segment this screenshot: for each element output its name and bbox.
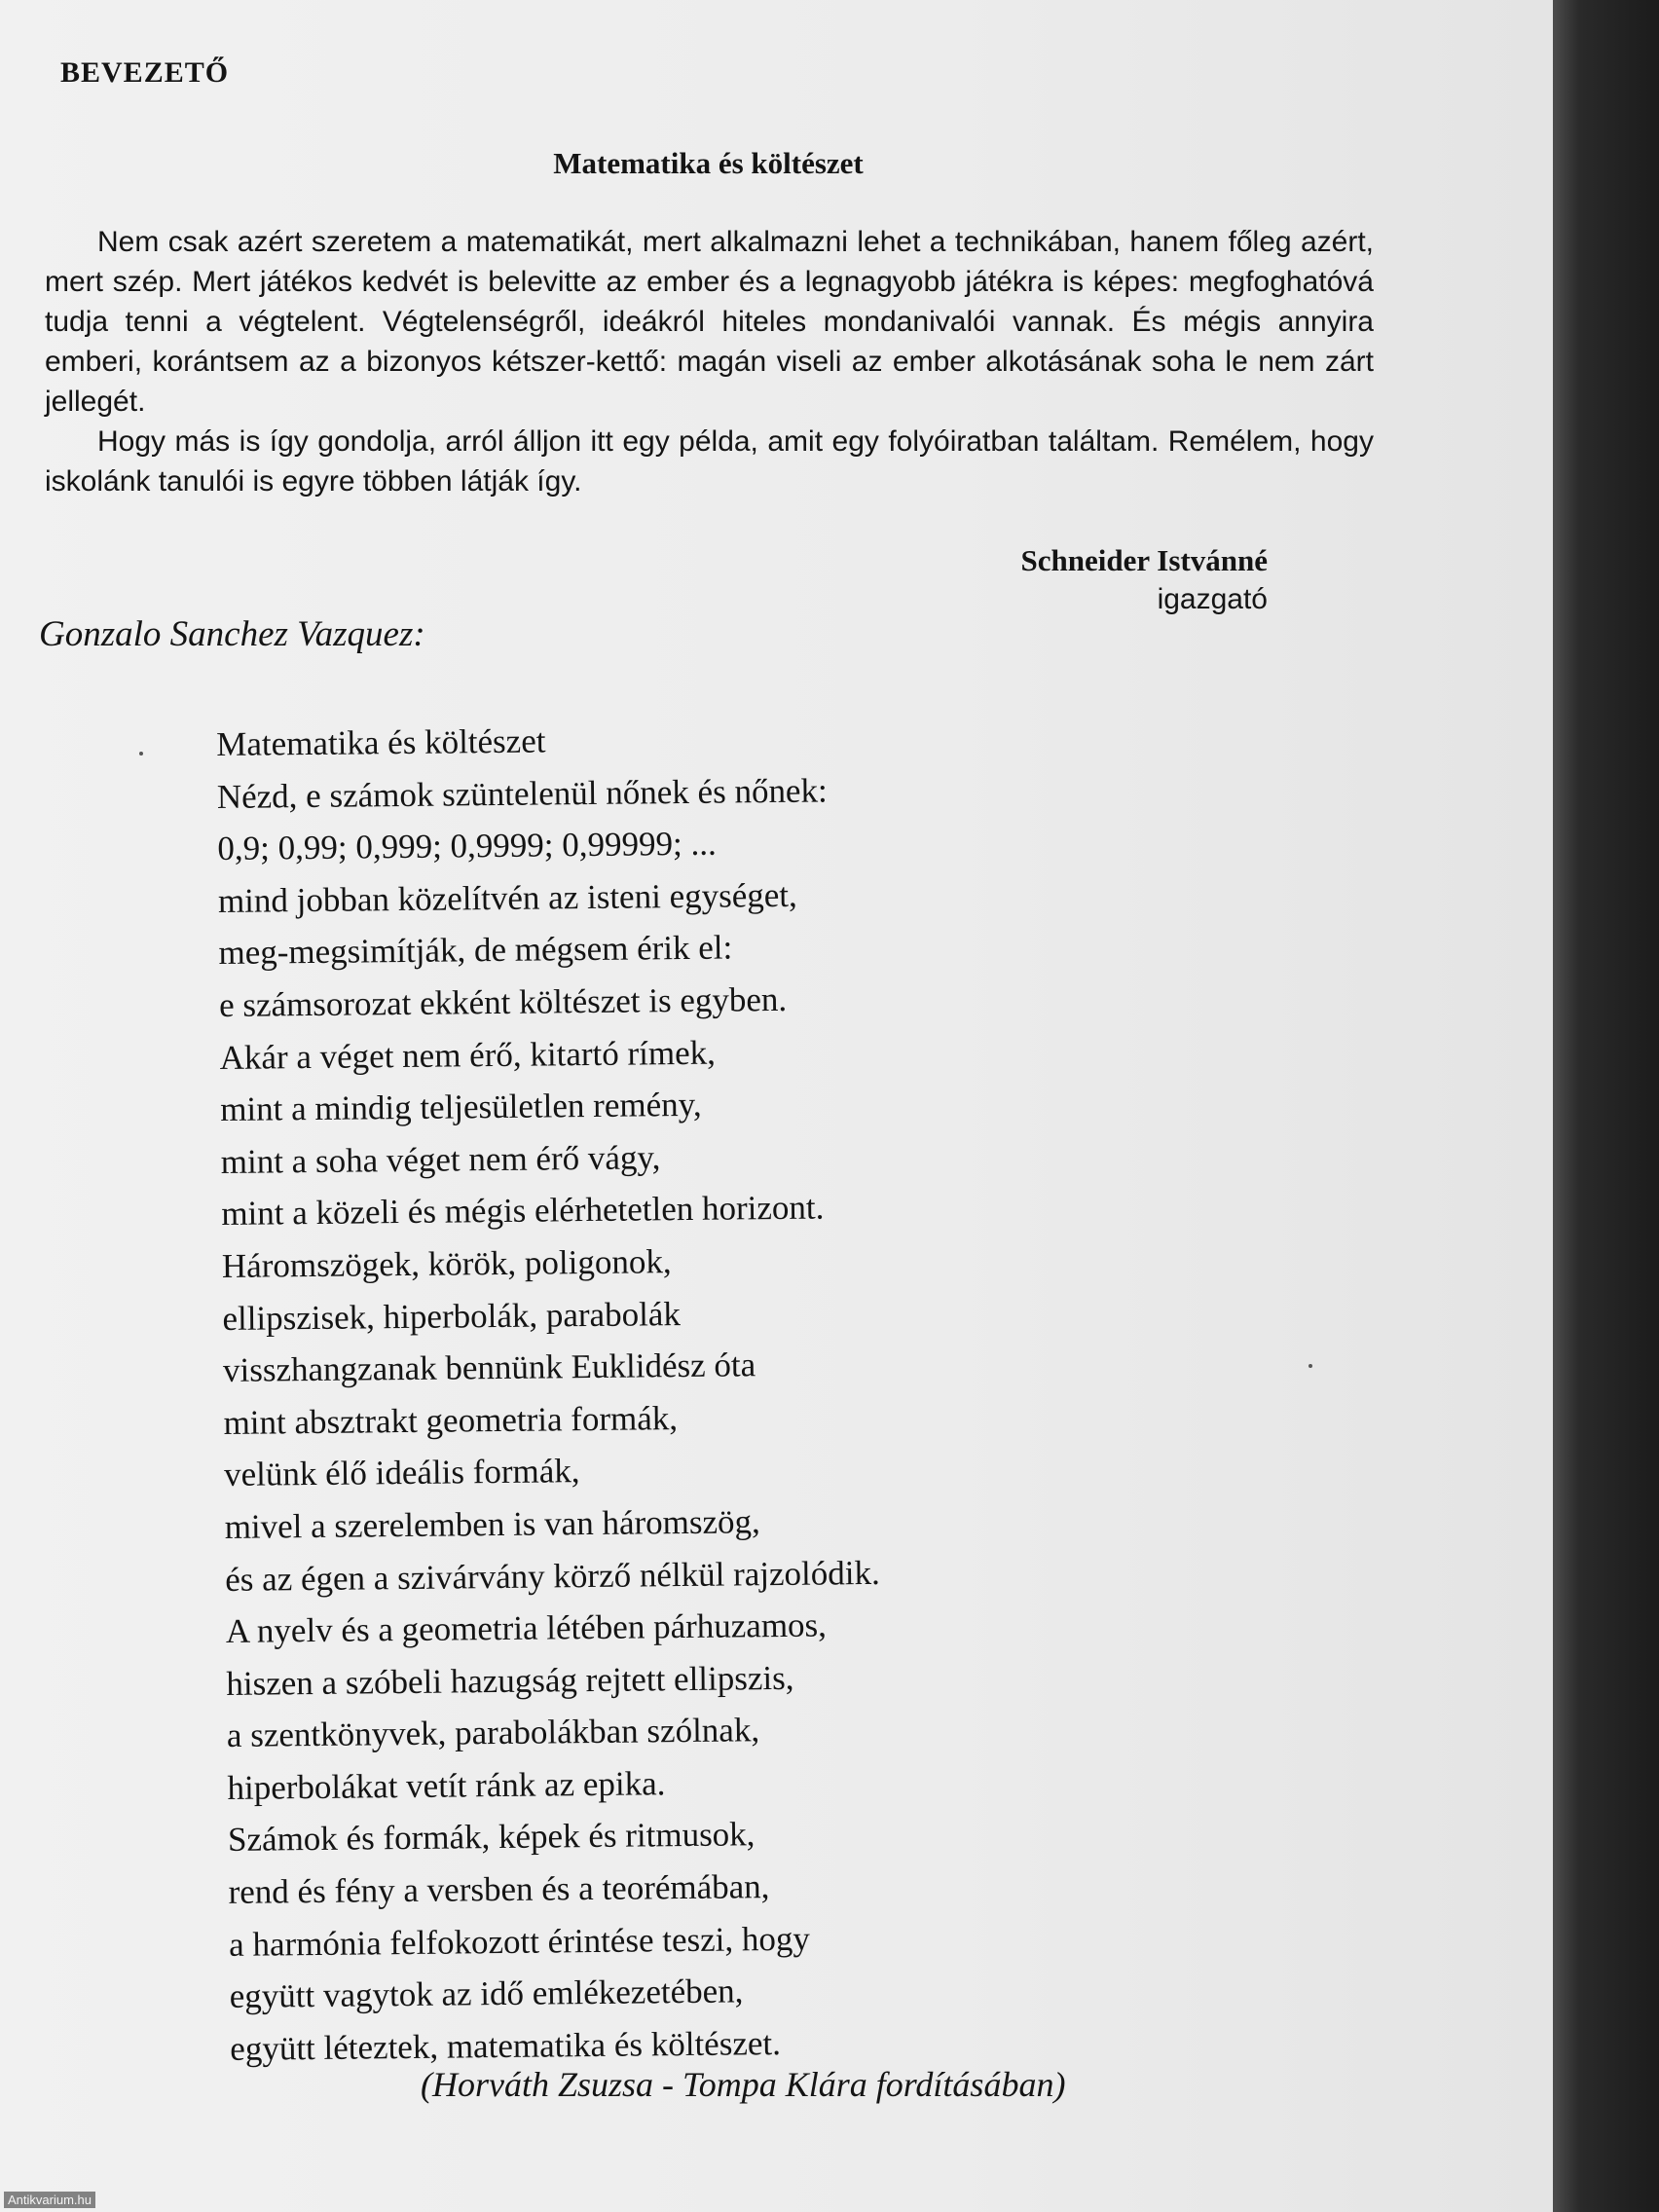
poem-line: ellipszisek, hiperbolák, parabolák — [222, 1294, 682, 1338]
poem-line: Számok és formák, képek és ritmusok, — [227, 1815, 756, 1860]
section-heading: BEVEZETŐ — [60, 56, 230, 89]
article-title: Matematika és költészet — [553, 146, 864, 180]
poem-line: mint absztrakt geometria formák, — [223, 1398, 679, 1442]
poem-line: rend és fény a versben és a teorémában, — [228, 1867, 770, 1911]
signature-name: Schneider Istvánné — [1020, 543, 1268, 577]
poem-author: Gonzalo Sanchez Vazquez: — [39, 614, 425, 654]
intro-text — [45, 222, 1374, 501]
poem-line: együtt léteztek, matematika és költészet. — [230, 2023, 782, 2068]
signature — [1021, 541, 1269, 619]
poem-line: velünk élő ideális formák, — [223, 1452, 580, 1494]
poem-line: Háromszögek, körök, poligonok, — [221, 1242, 672, 1285]
poem-line: e számsorozat ekként költészet is egyben. — [218, 979, 788, 1024]
poem-line: 0,9; 0,99; 0,999; 0,9999; 0,99999; ... — [217, 824, 717, 868]
poem-line: mivel a szerelemben is van háromszög, — [224, 1502, 760, 1546]
poem-line: visszhangzanak bennünk Euklidész óta — [222, 1346, 756, 1390]
poem-line: együtt vagytok az idő emlékezetében, — [229, 1972, 744, 2016]
poem-line: a szentkönyvek, parabolákban szólnak, — [226, 1711, 760, 1755]
poem-line: hiszen a szóbeli hazugság rejtett ellipszis, — [226, 1658, 794, 1703]
watermark: Antikvarium.hu — [4, 2192, 95, 2208]
poem-line: A nyelv és a geometria létében párhuzamos, — [225, 1605, 828, 1651]
poem-line: a harmónia felfokozott érintése teszi, hogy — [228, 1919, 811, 1964]
poem-line: Akár a véget nem érő, kitartó rímek, — [219, 1033, 717, 1077]
poem — [216, 712, 885, 2075]
signature-role: igazgató — [1157, 583, 1268, 615]
stray-dot — [139, 752, 143, 756]
poem-line: meg-megsimítják, de mégsem érik el: — [218, 928, 733, 973]
poem-line: Matematika és költészet — [216, 721, 546, 763]
poem-line: mind jobban közelítvén az isteni egységet, — [217, 875, 797, 920]
poem-line: mint a soha véget nem érő vágy, — [220, 1137, 661, 1181]
page-edge-shadow — [1553, 0, 1659, 2212]
intro-paragraph: Nem csak azért szeretem a matematikát, mert alkalmazni lehet a technikában, hanem főleg azért, mert szép. Mert játékos kedvét is belevitte az ember és a legnagyobb játékra is képes: megfoghatóvá tudja tenni a végtelent. Végtelenségről, ideákról hiteles mondanivalói vannak. És mégis annyira emberi, korántsem az a bizonyos kétszer-kettő: magán viseli az ember alkotásának soha le nem zárt jellegét. — [45, 226, 1374, 418]
poem-line: mint a közeli és mégis elérhetetlen horizont. — [221, 1188, 825, 1234]
translator-credit: (Horváth Zsuzsa - Tompa Klára fordításában) — [421, 2065, 1066, 2104]
poem-line: és az égen a szivárvány körző nélkül rajzolódik. — [225, 1553, 880, 1599]
poem-line: hiperbolákat vetít ránk az epika. — [227, 1764, 666, 1807]
poem-line: Nézd, e számok szüntelenül nőnek és nőnek: — [216, 771, 828, 816]
intro-paragraph: Hogy más is így gondolja, arról álljon itt egy példa, amit egy folyóiratban találtam. Remélem, hogy iskolánk tanulói is egyre többen látják így. — [45, 425, 1374, 498]
poem-line: mint a mindig teljesületlen remény, — [220, 1085, 702, 1129]
stray-dot — [1309, 1364, 1312, 1368]
